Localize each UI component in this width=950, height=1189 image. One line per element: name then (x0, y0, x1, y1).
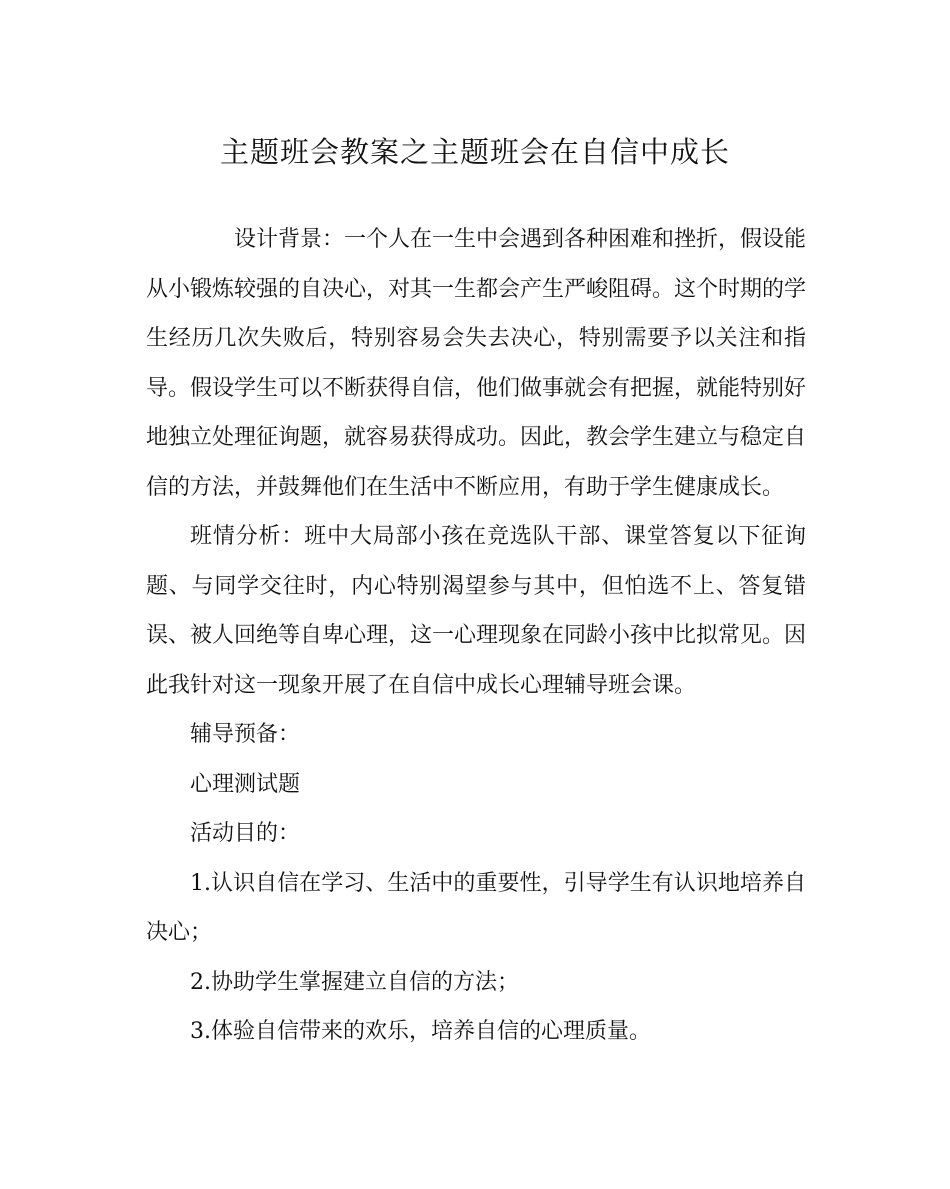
paragraph-objective-1: 1.认识自信在学习、生活中的重要性，引导学生有认识地培养自决心； (146, 870, 806, 945)
paragraph-objectives-heading: 活动目的： (190, 821, 301, 846)
paragraph-objective-3: 3.体验自信带来的欢乐，培养自信的心理质量。 (190, 1019, 651, 1044)
paragraph-objective-2: 2.协助学生掌握建立自信的方法； (190, 969, 519, 995)
paragraph-design-background: 设计背景：一个人在一生中会遇到各种困难和挫折，假设能从小锻炼较强的自决心，对其一生都会产生严峻阻碍。这个时期的学生经历几次失败后，特别容易会失去决心，特别需要予以关注和指导。假设学生可以不断获得自信，他们做事就会有把握，就能特别好地独立处理征询题，就容易获得成功。因此，教会学生建立与稳定自信的方法，并鼓舞他们在生活中不断应用，有助于学生健康成长。 (146, 227, 807, 500)
paragraph-psych-test: 心理测试题 (190, 771, 301, 797)
document-title: 主题班会教案之主题班会在自信中成长 (219, 135, 730, 169)
paragraph-preparation-heading: 辅导预备： (190, 722, 301, 747)
document-body (146, 215, 806, 1057)
paragraph-class-analysis: 班情分析：班中大局部小孩在竞选队干部、课堂答复以下征询题、与同学交往时，内心特别渴望参与其中，但怕选不上、答复错误、被人回绝等自卑心理，这一心理现象在同龄小孩中比拟常见。因此我针对这一现象开展了在自信中成长心理辅导班会课。 (146, 524, 807, 698)
